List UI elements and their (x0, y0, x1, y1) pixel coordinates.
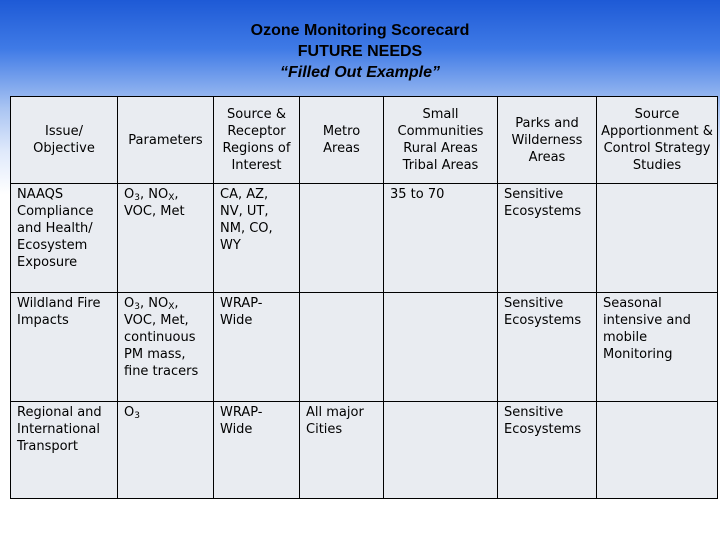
parameters-cell: $O_3$, $NO_X$, VOC, Met (118, 184, 214, 293)
table-row (11, 293, 718, 402)
slide-title (0, 20, 720, 83)
small-communities-cell: 35 to 70 (384, 184, 498, 293)
parks-cell: Sensitive Ecosystems (498, 293, 597, 402)
small-communities-cell (384, 293, 498, 402)
issue-cell: Regional and International Transport (11, 402, 118, 499)
metro-cell (300, 184, 384, 293)
parameters-cell: $O_3$, $NO_X$, VOC, Met, continuous PM mass, fine tracers (118, 293, 214, 402)
header-cell: Parameters (118, 97, 214, 184)
header-cell: Issue/ Objective (11, 97, 118, 184)
table-header-row (11, 97, 718, 184)
regions-cell: CA, AZ, NV, UT, NM, CO, WY (214, 184, 300, 293)
header-cell: Source Apportionment & Control Strategy Studies (597, 97, 718, 184)
metro-cell: All major Cities (300, 402, 384, 499)
header-cell: Small Communities Rural Areas Tribal Areas (384, 97, 498, 184)
header-cell: Parks and Wilderness Areas (498, 97, 597, 184)
parks-cell: Sensitive Ecosystems (498, 402, 597, 499)
regions-cell: WRAP-Wide (214, 293, 300, 402)
regions-cell: WRAP-Wide (214, 402, 300, 499)
small-communities-cell (384, 402, 498, 499)
table-row (11, 402, 718, 499)
parks-cell: Sensitive Ecosystems (498, 184, 597, 293)
title-line-2: FUTURE NEEDS (297, 43, 423, 60)
source-apportionment-cell: Seasonal intensive and mobile Monitoring (597, 293, 718, 402)
header-cell: Metro Areas (300, 97, 384, 184)
scorecard-table (10, 96, 718, 499)
parameters-cell: $O_3$ (118, 402, 214, 499)
title-line-3: “Filled Out Example” (279, 64, 441, 81)
issue-cell: NAAQS Compliance and Health/ Ecosystem Exposure (11, 184, 118, 293)
source-apportionment-cell (597, 184, 718, 293)
source-apportionment-cell (597, 402, 718, 499)
header-cell: Source & Receptor Regions of Interest (214, 97, 300, 184)
table-row (11, 184, 718, 293)
title-line-1: Ozone Monitoring Scorecard (250, 22, 470, 39)
issue-cell: Wildland Fire Impacts (11, 293, 118, 402)
metro-cell (300, 293, 384, 402)
